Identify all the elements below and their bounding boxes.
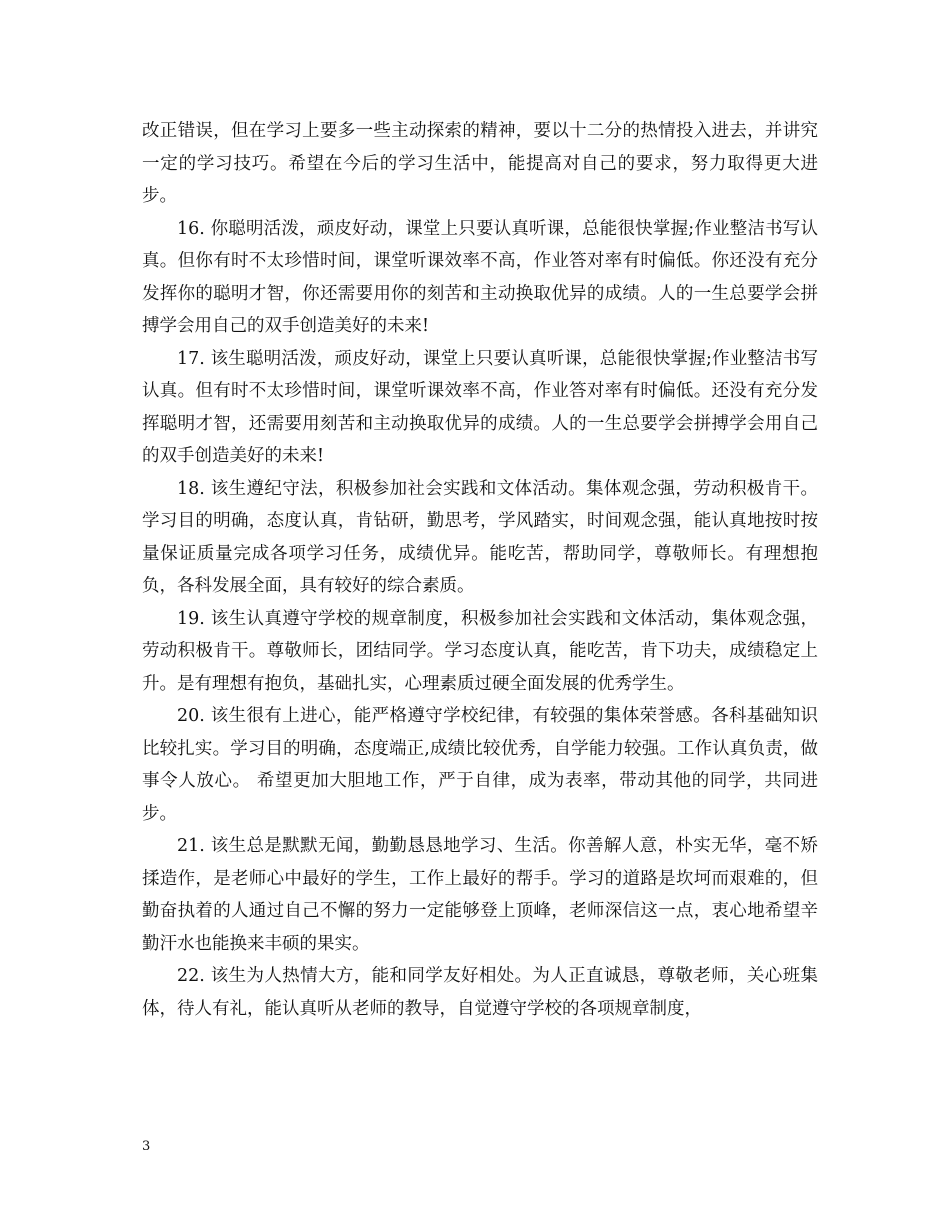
- paragraph-comment-21: 21. 该生总是默默无闻，勤勤恳恳地学习、生活。你善解人意，朴实无华，毫不矫揉造作，是老师心中最好的学生，工作上最好的帮手。学习的道路是坎坷而艰难的，但勤奋执着的人通过自己不懈的努力一定能够登上顶峰，老师深信这一点，衷心地希望辛勤汗水也能换来丰硕的果实。: [142, 836, 818, 954]
- paragraph-comment-20: 20. 该生很有上进心，能严格遵守学校纪律，有较强的集体荣誉感。各科基础知识比较扎实。学习目的明确，态度端正,成绩比较优秀，自学能力较强。工作认真负责，做事令人放心。 希望更加大胆地工作，严于自律，成为表率，带动其他的同学，共同进步。: [142, 706, 818, 824]
- paragraph-comment-16: 16. 你聪明活泼，顽皮好动，课堂上只要认真听课，总能很快掌握;作业整洁书写认真。但你有时不太珍惜时间，课堂听课效率不高，作业答对率有时偏低。你还没有充分发挥你的聪明才智，你还需要用你的刻苦和主动换取优异的成绩。人的一生总要学会拼搏学会用自己的双手创造美好的未来!: [142, 218, 818, 336]
- paragraph-continuation: 改正错误，但在学习上要多一些主动探索的精神，要以十二分的热情投入进去，并讲究一定的学习技巧。希望在今后的学习生活中，能提高对自己的要求，努力取得更大进步。: [142, 121, 818, 206]
- paragraph-comment-18: 18. 该生遵纪守法，积极参加社会实践和文体活动。集体观念强，劳动积极肯干。学习目的明确，态度认真，肯钻研，勤思考，学风踏实，时间观念强，能认真地按时按量保证质量完成各项学习任务，成绩优异。能吃苦，帮助同学，尊敬师长。有理想抱负，各科发展全面，具有较好的综合素质。: [142, 478, 818, 596]
- paragraph-comment-19: 19. 该生认真遵守学校的规章制度，积极参加社会实践和文体活动，集体观念强，劳动积极肯干。尊敬师长，团结同学。学习态度认真，能吃苦，肯下功夫，成绩稳定上升。是有理想有抱负，基础扎实，心理素质过硬全面发展的优秀学生。: [142, 608, 818, 694]
- page-number: 3: [142, 1139, 151, 1154]
- document-body: [142, 115, 818, 1025]
- paragraph-comment-17: 17. 该生聪明活泼，顽皮好动，课堂上只要认真听课，总能很快掌握;作业整洁书写认真。但有时不太珍惜时间，课堂听课效率不高，作业答对率有时偏低。还没有充分发挥聪明才智，还需要用刻苦和主动换取优异的成绩。人的一生总要学会拼搏学会用自己的双手创造美好的未来!: [142, 348, 818, 466]
- paragraph-comment-22: 22. 该生为人热情大方，能和同学友好相处。为人正直诚恳，尊敬老师，关心班集体，待人有礼，能认真听从老师的教导，自觉遵守学校的各项规章制度，: [142, 966, 818, 1019]
